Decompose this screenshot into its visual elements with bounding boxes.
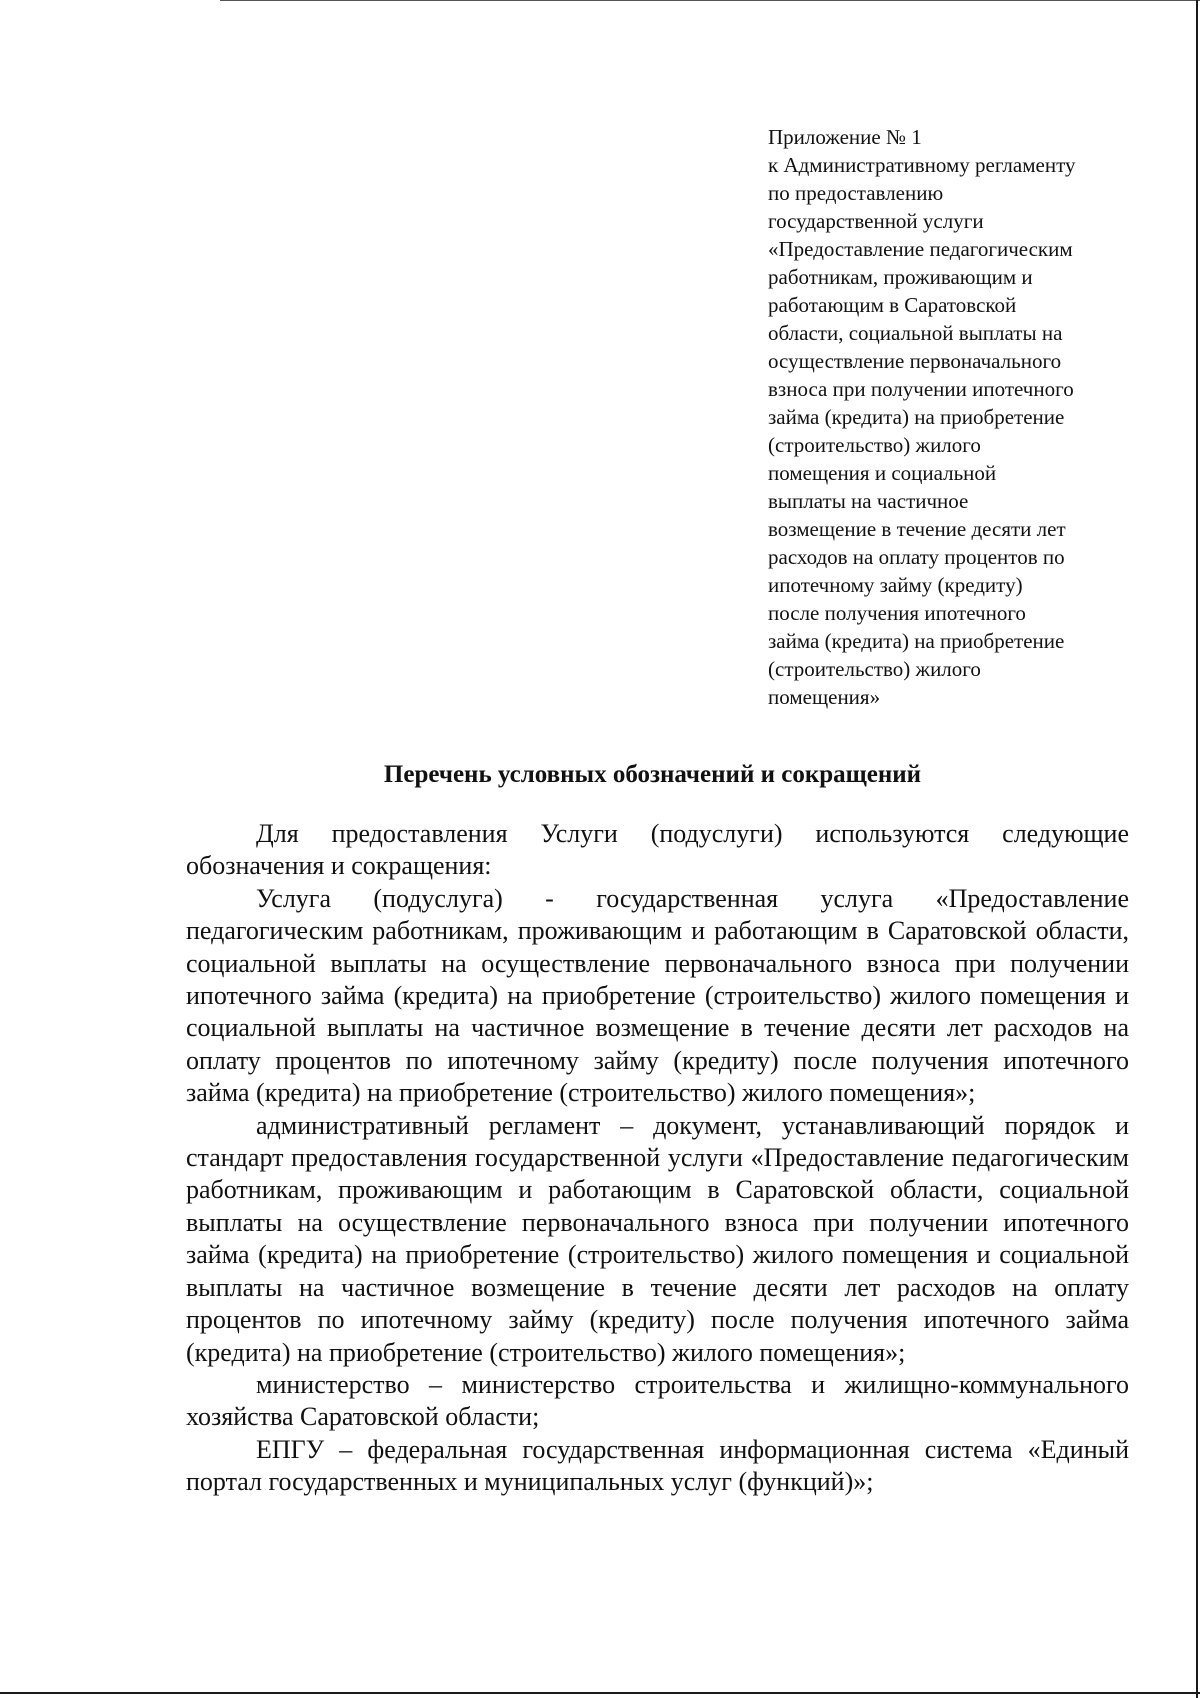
appendix-line: государственной услуги: [768, 209, 984, 233]
intro-paragraph: Для предоставления Услуги (подуслуги) используются следующие обозначения и сокращения:: [186, 819, 1129, 881]
appendix-line: займа (кредита) на приобретение: [768, 629, 1065, 653]
appendix-line: Приложение № 1: [768, 125, 922, 149]
appendix-line: выплаты на частичное: [768, 489, 969, 513]
definition-ministry: министерство – министерство строительства и жилищно-коммунального хозяйства Саратовской области;: [186, 1369, 1129, 1432]
appendix-line: (строительство) жилого: [768, 657, 981, 681]
appendix-line: возмещение в течение десяти лет: [768, 517, 1066, 541]
appendix-line: помещения»: [768, 685, 881, 709]
appendix-line: к Административному регламенту: [768, 153, 1076, 177]
appendix-line: области, социальной выплаты на: [768, 321, 1063, 345]
appendix-line: займа (кредита) на приобретение: [768, 405, 1065, 429]
appendix-line: после получения ипотечного: [768, 601, 1026, 625]
appendix-line: работающим в Саратовской: [768, 293, 1017, 317]
document-body: [186, 818, 1129, 1499]
appendix-line: работникам, проживающим и: [768, 265, 1033, 289]
definition-regulation: административный регламент – документ, устанавливающий порядок и стандарт предоставления государственной услуги «Предоставление педагогическим работникам, проживающим и работающим в Саратовской области, социальной выплаты на осуществление первоначального взноса при получении ипотечного займа (кредита) на приобретение (строительство) жилого помещения и социальной выплаты на частичное возмещение в течение десяти лет расходов на оплату процентов по ипотечному займу (кредиту) после получения ипотечного займа (кредита) на приобретение (строительство) жилого помещения»;: [186, 1110, 1129, 1367]
document-title: Перечень условных обозначений и сокращений: [383, 761, 922, 788]
appendix-line: помещения и социальной: [768, 461, 997, 485]
appendix-line: по предоставлению: [768, 181, 944, 205]
appendix-line: ипотечному займу (кредиту): [768, 573, 1023, 597]
appendix-header: [768, 123, 1168, 711]
appendix-line: осуществление первоначального: [768, 349, 1062, 373]
appendix-line: расходов на оплату процентов по: [768, 545, 1065, 569]
definition-service: Услуга (подуслуга) - государственная услуга «Предоставление педагогическим работникам, проживающим и работающим в Саратовской области, социальной выплаты на осуществление первоначального взноса при получении ипотечного займа (кредита) на приобретение (строительство) жилого помещения и социальной выплаты на частичное возмещение в течение десяти лет расходов на оплату процентов по ипотечному займу (кредиту) после получения ипотечного займа (кредита) на приобретение (строительство) жилого помещения»;: [186, 883, 1129, 1108]
appendix-line: (строительство) жилого: [768, 433, 981, 457]
scan-edge-right: [1196, 0, 1198, 1698]
appendix-line: «Предоставление педагогическим: [768, 237, 1073, 261]
scan-edge-bottom: [0, 1692, 1200, 1694]
appendix-line: взноса при получении ипотечного: [768, 377, 1074, 401]
scan-edge-top: [220, 0, 1200, 1]
definition-epgu: ЕПГУ – федеральная государственная информационная система «Единый портал государственных и муниципальных услуг (функций)»;: [186, 1434, 1129, 1497]
